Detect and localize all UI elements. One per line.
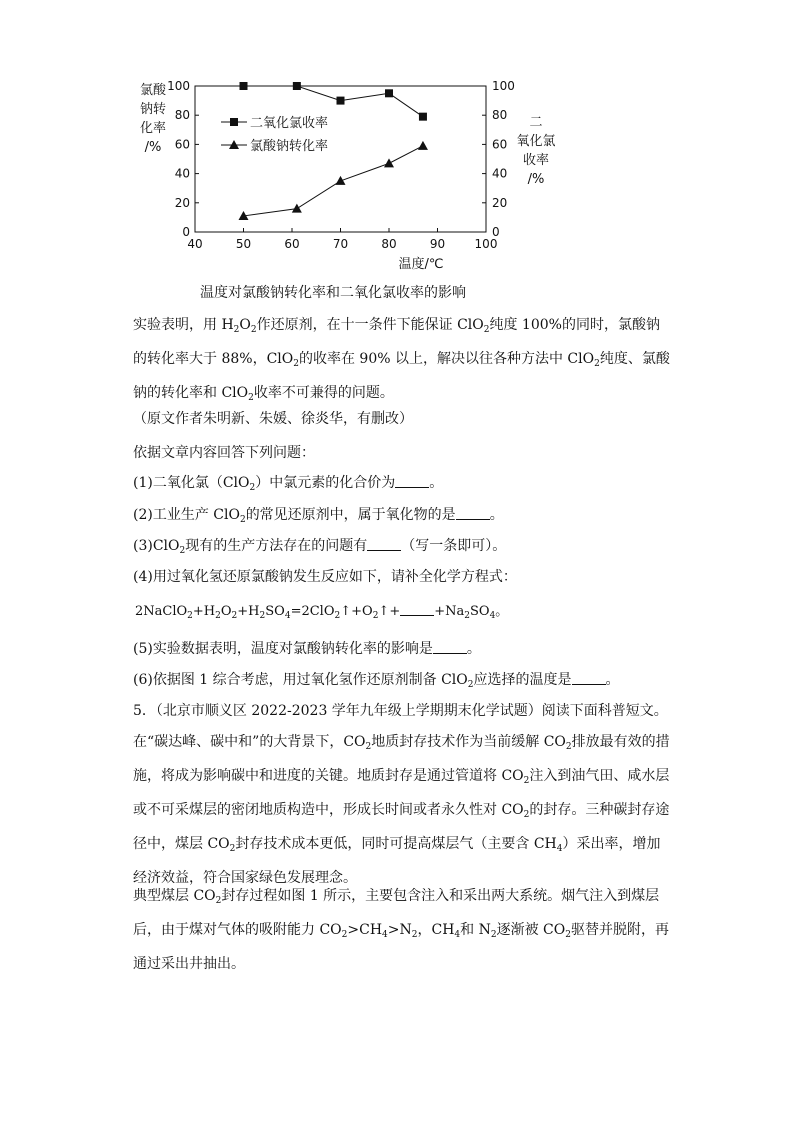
subscript: 2 (249, 483, 256, 493)
subscript: 2 (215, 611, 221, 621)
paragraph-co2-storage (133, 728, 673, 893)
text: 驱替并脱附，再通过采出井抽出。 (133, 922, 669, 972)
text: 2NaClO (135, 604, 188, 619)
x-tick-label: 70 (332, 237, 349, 251)
text: 排放最有效的措施，将成为影响碳中和进度的关键。地质封存是通过管道将 CO (133, 734, 670, 784)
text: 钠的转化率和 ClO (133, 385, 249, 401)
text: +H (237, 604, 260, 619)
subscript: 2 (483, 325, 490, 335)
chart (135, 72, 556, 304)
text: O (220, 604, 232, 619)
legend-label: 氯酸钠转化率 (250, 139, 329, 154)
text: =2ClO (290, 604, 335, 619)
text: ）采出率，增加经济效益，符合国家绿色发展理念。 (133, 836, 661, 886)
subscript: 2 (334, 611, 341, 621)
text: (6)依据图 1 综合考虑，用过氧化氢作还原剂制备 ClO (133, 672, 468, 688)
subscript: 2 (248, 393, 254, 403)
paragraph-coal-seam (133, 882, 673, 979)
text: SO (265, 604, 285, 619)
data-point-square (337, 97, 345, 105)
subscript: 2 (411, 930, 418, 940)
x-tick-label: 100 (474, 237, 498, 251)
text: 收率不可兼得的问题。 (253, 385, 394, 401)
text: ↑+O (340, 604, 373, 619)
question-5-heading: 5．（北京市顺义区 2022-2023 学年九年级上学期期末化学试题）阅读下面科普短文。 (133, 703, 668, 719)
source-note: （原文作者朱明新、朱媛、徐炎华，有删改） (133, 411, 413, 427)
answer-blank[interactable] (395, 475, 429, 488)
y-tick-label-right: 20 (492, 195, 508, 210)
legend-marker-square (230, 118, 238, 126)
subscript: 2 (464, 611, 470, 621)
text: 应选择的温度是 (473, 672, 572, 688)
x-axis-label: 温度/℃ (398, 257, 444, 272)
plot-frame (195, 86, 486, 232)
text: 封存技术成本更低，同时可提高煤层气（主要含 CH (235, 836, 557, 852)
y-tick-label-right: 100 (492, 79, 515, 93)
answer-blank[interactable] (400, 603, 434, 616)
text: +Na (434, 604, 465, 619)
legend-label: 二氧化氯收率 (250, 116, 329, 131)
text: (2)工业生产 ClO (133, 507, 240, 523)
text: (3)ClO (133, 538, 180, 554)
text: 作还原剂，在十一条件下能保证 ClO (256, 317, 484, 333)
series-line (244, 86, 423, 117)
text: 纯度 100%的同时，氯酸钠 (489, 317, 660, 333)
y-tick-label-left: 80 (174, 108, 190, 123)
text: 典型煤层 CO (133, 888, 216, 904)
text: 现有的生产方法存在的问题有 (185, 538, 368, 554)
text: 的常见还原剂中，属于氧化物的是 (245, 507, 456, 523)
subscript: 2 (523, 810, 530, 820)
subscript: 4 (284, 611, 291, 621)
subscript: 2 (239, 515, 246, 525)
text: 封存过程如图 1 所示，主要包含注入和采出两大系统。烟气注入到煤层后，由于煤对气体的吸附能力 CO (133, 888, 660, 938)
text: ↑+ (378, 604, 401, 619)
text: （写一条即可）。 (401, 538, 507, 554)
x-tick-label: 60 (284, 237, 300, 251)
subscript: 2 (372, 611, 379, 621)
subscript: 2 (293, 359, 299, 369)
y-tick-label-right: 0 (492, 225, 500, 239)
y-tick-label-left: 60 (174, 137, 190, 152)
y-axis-label-right: 收率 (522, 153, 550, 168)
text: SO (469, 604, 490, 619)
answer-blank[interactable] (367, 538, 401, 551)
y-tick-label-left: 100 (167, 79, 190, 93)
subscript: 2 (187, 611, 193, 621)
text: ）中氯元素的化合价为 (255, 475, 396, 491)
text: 纯度、氯酸 (599, 351, 670, 367)
answer-blank[interactable] (572, 672, 606, 685)
x-tick-label: 40 (187, 237, 203, 251)
data-point-triangle (336, 176, 346, 185)
question-2 (133, 504, 504, 525)
subscript: 2 (215, 896, 222, 906)
text: 。 (466, 641, 481, 657)
text: 的转化率大于 88%，ClO (133, 351, 294, 367)
text: 的收率在 90% 以上，解决以往各种方法中 ClO (298, 351, 595, 367)
answer-blank[interactable] (456, 507, 490, 520)
data-point-square (385, 89, 393, 97)
subscript: 2 (179, 546, 186, 556)
question-6 (133, 669, 620, 690)
question-4: (4)用过氧化氢还原氯酸钠发生反应如下，请补全化学方程式： (133, 569, 517, 585)
subscript: 2 (341, 930, 348, 940)
text: 在“碳达峰、碳中和”的大背景下，CO (133, 734, 366, 750)
subscript: 2 (523, 776, 530, 786)
subscript: 4 (489, 611, 496, 621)
paragraph-result (133, 311, 673, 413)
text: 。 (429, 475, 444, 491)
subscript: 2 (565, 930, 571, 940)
subscript: 2 (467, 680, 474, 690)
question-5 (133, 638, 481, 658)
answer-blank[interactable] (433, 641, 467, 654)
y-axis-label-left: 化率 (139, 121, 167, 136)
text: ，CH (417, 922, 455, 938)
subscript: 2 (259, 611, 266, 621)
question-3 (133, 535, 506, 556)
subscript: 4 (454, 930, 461, 940)
subscript: 2 (231, 611, 238, 621)
y-axis-label-right: 二 (529, 115, 543, 130)
y-axis-label-left: /% (144, 140, 162, 155)
data-point-square (419, 113, 427, 121)
text: >CH (347, 922, 383, 938)
text: 地质封存技术作为当前缓解 CO (371, 734, 566, 750)
text: +H (192, 604, 216, 619)
questions-intro: 依据文章内容回答下列问题： (133, 445, 315, 461)
x-tick-label: 90 (429, 237, 446, 251)
y-axis-label-right: 氧化氯 (516, 134, 556, 149)
y-axis-label-right: /% (527, 172, 545, 187)
data-point-triangle (418, 141, 428, 150)
data-point-square (240, 82, 248, 90)
text: (1)二氧化氯（ClO (133, 475, 250, 491)
y-axis-label-left: 钠转 (139, 102, 167, 117)
text: 。 (495, 604, 509, 619)
text: 。 (605, 672, 620, 688)
subscript: 4 (556, 844, 563, 854)
subscript: 4 (382, 930, 388, 940)
chart-svg (135, 72, 556, 304)
data-point-square (293, 82, 301, 90)
text: (5)实验数据表明，温度对氯酸钠转化率的影响是 (133, 641, 433, 657)
subscript: 2 (490, 930, 497, 940)
y-tick-label-right: 40 (492, 166, 508, 181)
chemical-equation (135, 600, 508, 621)
y-tick-label-right: 60 (492, 137, 508, 152)
text: 的封存。三种碳封存途径中，煤层 CO (133, 802, 670, 852)
y-tick-label-left: 0 (182, 225, 190, 239)
text: 和 N (460, 922, 491, 938)
question-1 (133, 472, 443, 493)
text: 实验表明，用 H (133, 317, 234, 333)
y-tick-label-left: 40 (174, 166, 190, 181)
subscript: 2 (233, 325, 240, 335)
x-tick-label: 50 (235, 237, 252, 251)
text: >N (387, 922, 412, 938)
series-line (244, 146, 423, 216)
y-axis-label-left: 氯酸 (139, 83, 167, 98)
text: 。 (489, 507, 504, 523)
subscript: 2 (229, 844, 236, 854)
text: 逐渐被 CO (496, 922, 566, 938)
text: O (239, 317, 251, 333)
y-tick-label-left: 20 (174, 195, 190, 210)
text: 注入到油气田、咸水层或不可采煤层的密闭地质构造中，形成长时间或者永久性对 CO (133, 768, 670, 818)
subscript: 2 (365, 742, 372, 752)
y-tick-label-right: 80 (492, 108, 508, 123)
data-point-triangle (384, 158, 394, 167)
data-point-triangle (292, 204, 302, 213)
subscript: 2 (565, 742, 572, 752)
chart-caption: 温度对氯酸钠转化率和二氧化氯收率的影响 (200, 285, 466, 301)
subscript: 2 (594, 359, 600, 369)
subscript: 2 (250, 325, 257, 335)
x-tick-label: 80 (381, 237, 397, 251)
